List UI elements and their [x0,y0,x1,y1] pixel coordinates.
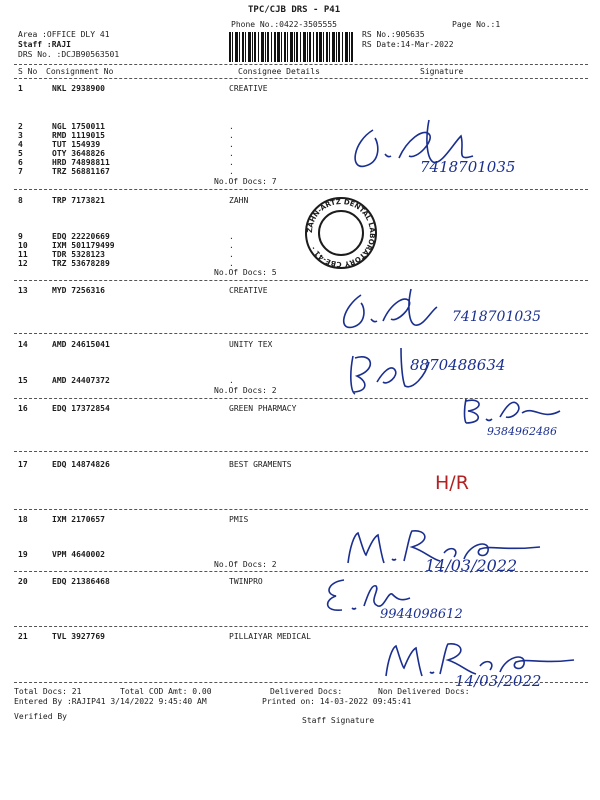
row-sno: 4 [18,140,23,149]
row-consignment: OTY 3648826 [52,149,105,158]
divider [14,189,588,190]
row-consignment: TRZ 56881167 [52,167,110,176]
row-sno: 19 [18,550,28,559]
row-consignee: CREATIVE [229,286,268,295]
row-consignee: PMIS [229,515,249,524]
handwritten-note: H/R [435,472,469,494]
col-sno: S No [18,67,38,76]
divider [14,333,588,334]
row-sno: 16 [18,404,28,413]
row-consignment: RMD 1119015 [52,131,105,140]
row-consignment: AMD 24407372 [52,376,110,385]
row-consignee: . [229,250,234,259]
row-consignee: ZAHN [229,196,249,205]
divider [14,64,588,65]
row-consignment: EDQ 14874826 [52,460,110,469]
row-consignee: . [229,158,234,167]
col-consignment: Consignment No [46,67,114,76]
barcode [228,32,353,62]
row-consignment: EDQ 22220669 [52,232,110,241]
row-consignment: NKL 2938900 [52,84,105,93]
row-consignee: . [229,167,234,176]
col-consignee: Consignee Details [238,67,320,76]
divider [14,451,588,452]
row-sno: 3 [18,131,23,140]
area-label: Area :OFFICE DLY 41 [18,30,110,39]
row-consignment: TRP 7173821 [52,196,105,205]
row-consignment: IXM 501179499 [52,241,115,250]
row-sno: 8 [18,196,23,205]
row-consignee: . [229,259,234,268]
handwritten-phone: 7418701035 [452,309,542,325]
page-number: Page No.:1 [452,20,501,29]
handwritten-phone: 9384962486 [487,425,557,438]
signature-4 [456,393,566,428]
docs-count: No.Of Docs: 2 [214,560,277,569]
row-sno: 17 [18,460,28,469]
non-delivered-docs: Non Delivered Docs: [378,687,470,696]
drs-number: DRS No. :DCJB90563501 [18,50,120,59]
delivered-docs: Delivered Docs: [270,687,343,696]
rs-date: RS Date:14-Mar-2022 [362,40,454,49]
row-consignment: NGL 1750011 [52,122,105,131]
divider [14,509,588,510]
row-sno: 2 [18,122,23,131]
printed-on: Printed on: 14-03-2022 09:45:41 [262,697,412,706]
row-consignment: TVL 3927769 [52,632,105,641]
docs-count: No.Of Docs: 2 [214,386,277,395]
row-consignee: . [229,241,234,250]
docs-count: No.Of Docs: 7 [214,177,277,186]
divider [14,626,588,627]
staff-signature-label: Staff Signature [302,716,375,725]
row-consignee: UNITY TEX [229,340,273,349]
row-consignment: IXM 2170657 [52,515,105,524]
row-sno: 14 [18,340,28,349]
col-signature: Signature [420,67,464,76]
handwritten-date: 14/03/2022 [455,672,542,690]
stamp-text: ZAHN-ARTZ DENTAL LABORATORY CBE-41 · [305,197,377,269]
total-docs: Total Docs: 21 [14,687,82,696]
row-sno: 5 [18,149,23,158]
row-sno: 6 [18,158,23,167]
handwritten-phone: 8870488634 [410,356,506,374]
svg-text:ZAHN-ARTZ DENTAL LABORATORY CB [306,198,376,268]
entered-by: Entered By :RAJIP41 3/14/2022 9:45:40 AM [14,697,207,706]
row-sno: 21 [18,632,28,641]
row-consignee: . [229,122,234,131]
divider [14,78,588,79]
row-consignment: TUT 154939 [52,140,101,149]
handwritten-date: 14/03/2022 [425,556,518,575]
row-sno: 9 [18,232,23,241]
docs-count: No.Of Docs: 5 [214,268,277,277]
row-consignee: TWINPRO [229,577,263,586]
row-sno: 18 [18,515,28,524]
row-sno: 11 [18,250,28,259]
row-consignment: HRD 74898811 [52,158,110,167]
row-sno: 13 [18,286,28,295]
row-consignee: . [229,131,234,140]
handwritten-phone: 7418701035 [420,158,516,176]
row-consignee: BEST GRAMENTS [229,460,292,469]
row-consignee: . [229,376,234,385]
row-sno: 1 [18,84,23,93]
staff-label: Staff :RAJI [18,40,71,49]
row-consignee: . [229,140,234,149]
row-consignee: . [229,232,234,241]
row-consignee: GREEN PHARMACY [229,404,297,413]
rs-number: RS No.:905635 [362,30,425,39]
row-sno: 15 [18,376,28,385]
handwritten-phone: 9944098612 [380,607,463,622]
signature-2 [335,285,455,340]
row-consignment: EDQ 21386468 [52,577,110,586]
row-consignment: AMD 24615041 [52,340,110,349]
row-consignee: . [229,149,234,158]
row-consignee: CREATIVE [229,84,268,93]
row-consignee: PILLAIYAR MEDICAL [229,632,311,641]
divider [14,280,588,281]
row-consignment: TRZ 53678289 [52,259,110,268]
document-title: TPC/CJB DRS - P41 [248,5,341,15]
row-sno: 20 [18,577,28,586]
row-consignment: EDQ 17372854 [52,404,110,413]
verified-by: Verified By [14,712,67,721]
stamp [303,195,379,271]
row-sno: 12 [18,259,28,268]
row-consignment: TDR 5328123 [52,250,105,259]
row-consignment: MYD 7256316 [52,286,105,295]
total-cod: Total COD Amt: 0.00 [120,687,212,696]
phone-number: Phone No.:0422-3505555 [231,20,337,29]
row-consignment: VPM 4640002 [52,550,105,559]
row-sno: 10 [18,241,28,250]
row-sno: 7 [18,167,23,176]
